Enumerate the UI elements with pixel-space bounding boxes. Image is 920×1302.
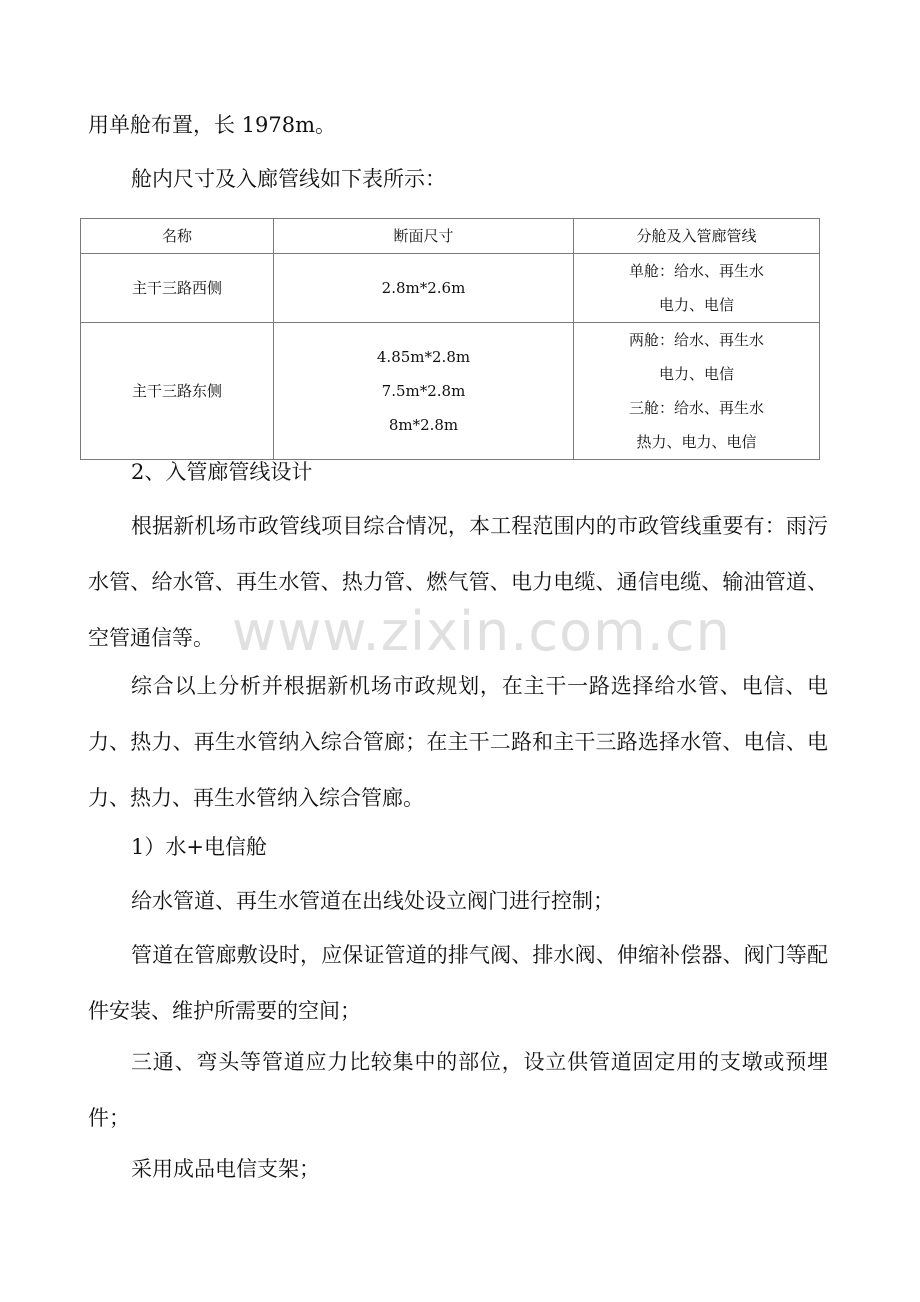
line-item: 热力、电力、电信 [636,433,757,451]
header-section-size: 断面尺寸 [274,219,574,254]
table-row [81,254,820,323]
subsection-heading: 1）水+电信舱 [131,835,267,859]
cell-lines [574,254,820,323]
line-item: 电力、电信 [658,365,734,383]
line-item: 电力、电信 [658,296,734,314]
size-value: 4.85m*2.8m [376,348,471,366]
header-name: 名称 [81,219,274,254]
line-item: 两舱：给水、再生水 [628,331,764,349]
cell-name: 主干三路东侧 [81,323,274,460]
size-value: 7.5m*2.8m [381,382,466,400]
paragraph: 综合以上分析并根据新机场市政规划，在主干一路选择给水管、电信、电力、热力、再生水管纳入综合管廊；在主干二路和主干三路选择水管、电信、电力、热力、再生水管纳入综合管廊。 [88,674,828,810]
cell-size [274,254,574,323]
table-header-row [81,219,820,254]
line-item: 单舱：给水、再生水 [628,262,764,280]
paragraph: 采用成品电信支架； [131,1157,320,1181]
size-value: 2.8m*2.6m [381,279,466,297]
section-heading: 2、入管廊管线设计 [131,460,313,484]
header-compartment-lines: 分舱及入管廊管线 [574,219,820,254]
watermark: www.zixin.com.cn [232,600,731,663]
paragraph-continuation: 用单舱布置，长 1978m。 [88,113,337,137]
table-row [81,323,820,460]
cell-size [274,323,574,460]
table-intro-paragraph: 舱内尺寸及入廊管线如下表所示： [131,167,446,191]
size-value: 8m*2.8m [388,416,459,434]
paragraph: 根据新机场市政管线项目综合情况，本工程范围内的市政管线重要有：雨污水管、给水管、再生水管、热力管、燃气管、电力电缆、通信电缆、输油管道、空管通信等。 [88,514,828,650]
paragraph: 给水管道、再生水管道在出线处设立阀门进行控制； [131,889,614,913]
line-item: 三舱：给水、再生水 [628,399,764,417]
paragraph: 管道在管廊敷设时，应保证管道的排气阀、排水阀、伸缩补偿器、阀门等配件安装、维护所需要的空间； [88,943,828,1023]
cell-name: 主干三路西侧 [81,254,274,323]
cell-lines [574,323,820,460]
paragraph: 三通、弯头等管道应力比较集中的部位，设立供管道固定用的支墩或预埋件； [88,1050,828,1130]
pipe-gallery-table [80,218,820,460]
